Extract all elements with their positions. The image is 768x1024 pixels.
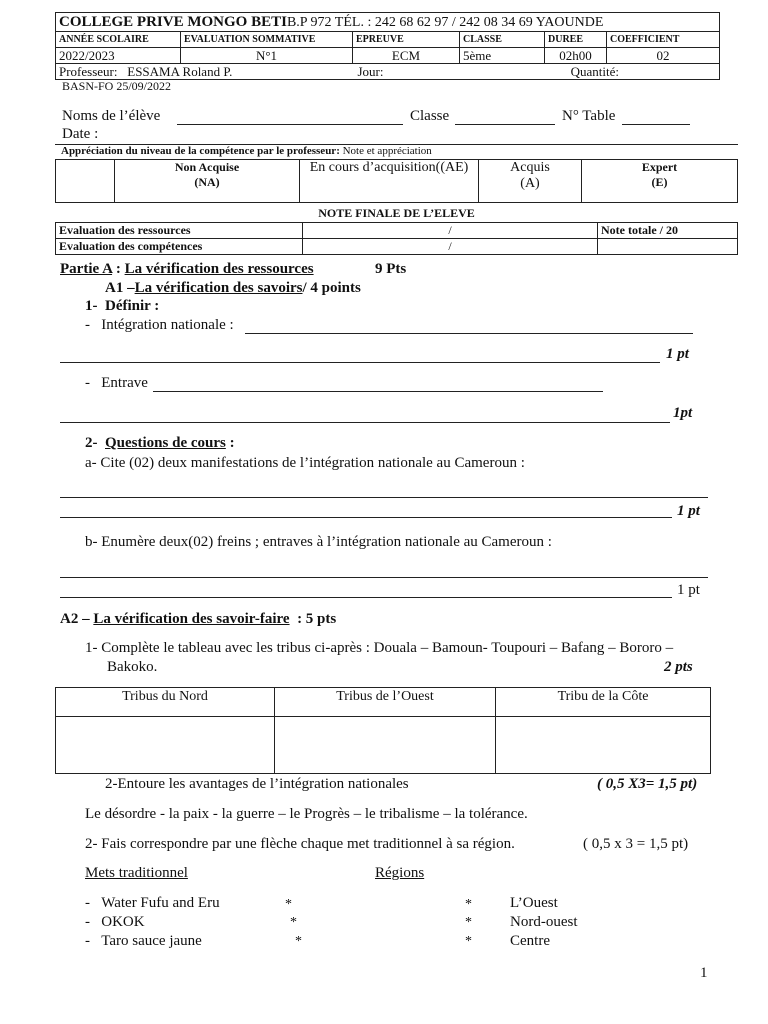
regions-title: Régions [375, 865, 425, 881]
question-a-points: 1 pt [677, 503, 700, 519]
day-label: Jour: [357, 63, 384, 79]
q2-colon: : [229, 435, 235, 451]
q2-heading: Questions de cours [105, 435, 226, 451]
total-grade-label: Note totale / 20 [598, 223, 738, 239]
tribes-cell-north[interactable] [56, 717, 275, 774]
region-1: L’Ouest [510, 895, 558, 911]
tribes-header-coast: Tribu de la Côte [496, 688, 711, 717]
level-na-label: Non Acquise [174, 160, 240, 174]
q1-title [85, 298, 159, 315]
col-label-subject: EPREUVE [353, 32, 460, 48]
competences-eval-label: Evaluation des compétences [56, 239, 303, 255]
dish-star-2[interactable]: * [290, 915, 297, 930]
teacher-name: ESSAMA Roland P. [127, 63, 233, 79]
dish-row-1 [85, 895, 220, 912]
a2-q1-line1: 1- Complète le tableau avec les tribus ci-après : Douala – Bamoun- Toupouri – Bafang – Bororo – [85, 640, 674, 656]
level-ae-label: En cours d’acquisition((AE) [309, 160, 469, 175]
levels-blank-cell [56, 160, 115, 203]
date-label: Date : [62, 126, 99, 142]
definition-2: - Entrave [85, 375, 148, 391]
dish-row-3 [85, 933, 202, 950]
col-label-duration: DUREE [545, 32, 607, 48]
level-e [582, 160, 738, 203]
dish-1: Water Fufu and Eru [101, 895, 220, 911]
definition-2-points: 1pt [673, 405, 693, 421]
table-number-label: N° Table [562, 108, 616, 124]
col-label-year: ANNÉE SCOLAIRE [56, 32, 181, 48]
part-a-points: 9 Pts [375, 261, 407, 277]
resources-eval-slash: / [303, 223, 598, 239]
tribes-table [55, 687, 711, 774]
col-value-class: 5ème [460, 48, 545, 64]
table-number-line [622, 124, 690, 125]
a2-q2-points: ( 0,5 X3= 1,5 pt) [597, 776, 698, 792]
a2-prefix: A2 – [60, 611, 90, 627]
final-grade-table [55, 222, 738, 255]
dish-2: OKOK [101, 914, 145, 930]
tribes-cell-coast[interactable] [496, 717, 711, 774]
tribes-header-west: Tribus de l’Ouest [275, 688, 496, 717]
school-contact: B.P 972 TÉL. : 242 68 62 97 / 242 08 34 69 YAOUNDE [286, 14, 604, 30]
a2-q3: 2- Fais correspondre par une flèche chaque met traditionnel à sa région. [85, 836, 515, 852]
class-label: Classe [410, 108, 450, 124]
col-value-coef: 02 [607, 48, 720, 64]
dish-dash: - [85, 914, 90, 930]
school-name: COLLEGE PRIVE MONGO BETI [59, 13, 287, 30]
student-name-line [177, 124, 403, 125]
level-na-abbr: (NA) [194, 175, 220, 189]
q2-number: 2- [85, 435, 98, 451]
part-a-heading: La vérification des ressources [124, 261, 314, 277]
dish-3: Taro sauce jaune [101, 933, 202, 949]
tribes-cell-west[interactable] [275, 717, 496, 774]
question-b-points: 1 pt [677, 582, 700, 598]
q2-title [85, 435, 235, 452]
col-value-subject: ECM [353, 48, 460, 64]
total-grade-blank [598, 239, 738, 255]
definition-2-line-b [60, 422, 670, 423]
level-a-label: Acquis [510, 160, 550, 175]
col-label-coef: COEFFICIENT [607, 32, 720, 48]
question-a: a- Cite (02) deux manifestations de l’intégration nationale au Cameroun : [85, 455, 525, 471]
question-a-line-b [60, 517, 672, 518]
level-e-label: Expert [641, 160, 678, 174]
appreciation-title: Appréciation du niveau de la compétence par le professeur: [61, 145, 340, 157]
school-line [56, 13, 720, 32]
a2-q3-points: ( 0,5 x 3 = 1,5 pt) [583, 836, 689, 852]
quantity-label: Quantité: [570, 63, 619, 79]
dish-row-2 [85, 914, 145, 931]
dish-dash: - [85, 895, 90, 911]
q1-number: 1- [85, 298, 98, 314]
student-name-label: Noms de l’élève [62, 108, 161, 124]
dish-star-1[interactable]: * [285, 897, 292, 912]
reference-code: BASN-FO 25/09/2022 [62, 79, 172, 93]
level-ae [300, 160, 479, 203]
region-star-2[interactable]: * [465, 915, 472, 930]
appreciation-title-row [55, 144, 738, 160]
dish-dash: - [85, 933, 90, 949]
dishes-title: Mets traditionnel [85, 865, 188, 881]
appreciation-note: Note et appréciation [342, 145, 432, 157]
region-star-1[interactable]: * [465, 897, 472, 912]
question-a-line-a [60, 497, 708, 498]
definition-1-term: Intégration nationale : [101, 317, 234, 333]
teacher-cell [56, 64, 460, 80]
definition-1-points: 1 pt [666, 346, 689, 362]
competences-eval-slash: / [303, 239, 598, 255]
a2-points: : 5 pts [297, 611, 337, 627]
page-number: 1 [700, 965, 708, 981]
definition-1-line-a [245, 333, 693, 334]
question-b: b- Enumère deux(02) freins ; entraves à l’intégration nationale au Cameroun : [85, 534, 552, 550]
a2-q2-options: Le désordre - la paix - la guerre – le Progrès – le tribalisme – la tolérance. [85, 806, 528, 822]
a1-points: / 4 points [302, 280, 361, 296]
class-line [455, 124, 555, 125]
definition-1: - Intégration nationale : [85, 317, 234, 333]
col-value-duration: 02h00 [545, 48, 607, 64]
dish-star-3[interactable]: * [295, 934, 302, 949]
q1-heading: Définir : [105, 298, 160, 314]
part-a-title: Partie A : La vérification des ressources [60, 261, 314, 277]
a2-heading: La vérification des savoir-faire [93, 611, 290, 627]
definition-1-line-b [60, 362, 660, 363]
a1-title [105, 280, 361, 297]
tribes-header-north: Tribus du Nord [56, 688, 275, 717]
a2-q1-points: 2 pts [664, 659, 693, 675]
col-value-eval: N°1 [181, 48, 353, 64]
quantity-cell [460, 64, 720, 80]
question-b-line-b [60, 597, 672, 598]
question-b-line-a [60, 577, 708, 578]
final-grade-title: NOTE FINALE DE L’ELEVE [318, 206, 475, 220]
teacher-label: Professeur: [59, 63, 118, 79]
region-star-3[interactable]: * [465, 934, 472, 949]
region-3: Centre [510, 933, 550, 949]
a2-q1-line2: Bakoko. [107, 659, 158, 675]
col-label-class: CLASSE [460, 32, 545, 48]
definition-2-term: Entrave [101, 375, 148, 391]
region-2: Nord-ouest [510, 914, 578, 930]
resources-eval-label: Evaluation des ressources [56, 223, 303, 239]
level-na [115, 160, 300, 203]
a1-prefix: A1 – [105, 280, 135, 296]
level-e-abbr: (E) [651, 175, 668, 189]
a1-heading: La vérification des savoirs [134, 280, 303, 296]
level-a-abbr: (A) [520, 176, 540, 191]
header-table [55, 12, 720, 80]
col-label-eval: EVALUATION SOMMATIVE [181, 32, 353, 48]
a2-q2: 2-Entoure les avantages de l’intégration nationales [105, 776, 409, 792]
level-a [479, 160, 582, 203]
definition-2-line-a [153, 391, 603, 392]
competence-levels-table [55, 159, 738, 203]
a2-title [60, 611, 336, 628]
col-value-year: 2022/2023 [56, 48, 181, 64]
part-a-prefix: Partie A [60, 261, 113, 277]
